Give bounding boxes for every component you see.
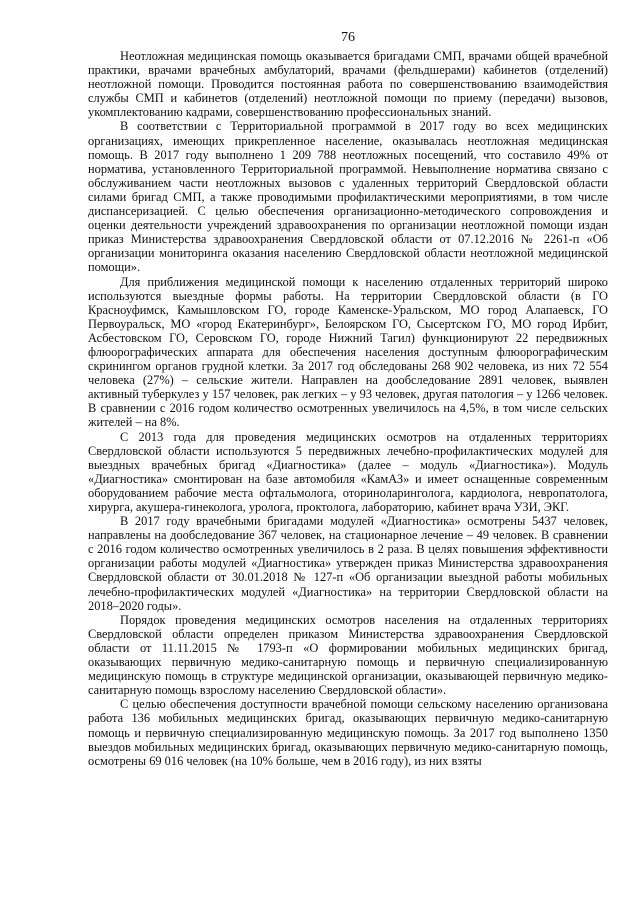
- paragraph-diagnostika-results: В 2017 году врачебными бригадами модулей «Диагностика» осмотрены 5437 человек, направлены на дообследование 367 человек, на стационарное лечение – 49 человек. В сравнении с 2016 годом количество осмотренных увеличилось в 2 раза. В целях повышения эффективности организации работы модулей «Диагностика» утвержден приказ Министерства здравоохранения Свердловской области от 30.01.2018 № 127-п «Об организации выездной работы мобильных лечебно-профилактических модулей «Диагностика» на территории Свердловской области на 2018–2020 годы».: [88, 514, 608, 613]
- paragraph-fluorography: Для приближения медицинской помощи к населению отдаленных территорий широко используются выездные формы работы. На территории Свердловской области (в ГО Красноуфимск, Камышловском ГО, городе Каменске-Уральском, МО город Алапаевск, ГО Первоуральск, МО «город Екатеринбург», Белоярском ГО, Сысертском ГО, МО город Ирбит, Асбестовском ГО, Серовском ГО, городе Нижний Тагил) функционируют 22 передвижных флюорографических аппарата для обеспечения населения доступным флюорографическим скринингом органов грудной клетки. За 2017 год обследованы 268 902 человека, из них 72 554 человека (27%) – сельские жители. Направлен на дообследование 2891 человек, выявлен активный туберкулез у 157 человек, рак легких – у 93 человек, другая патология – у 1266 человек. В сравнении с 2016 годом количество осмотренных увеличилось на 4,5%, в том числе сельских жителей – на 8%.: [88, 274, 608, 430]
- paragraph-urgent-care-teams: Неотложная медицинская помощь оказывается бригадами СМП, врачами общей врачебной практики, врачами врачебных амбулаторий, врачами (фельдшерами) кабинетов (отделений) неотложной помощи. Проводится постоянная работа по совершенствованию взаимодействия службы СМП и кабинетов (отделений) неотложной помощи по приему (передачи) вызовов, укомплектованию кадрами, совершенствованию профессиональных знаний.: [88, 49, 608, 120]
- paragraph-exam-procedure: Порядок проведения медицинских осмотров населения на отдаленных территориях Свердловской области определен приказом Министерства здравоохранения Свердловской области от 11.11.2015 № 1793-п «О формировании мобильных медицинских бригад, оказывающих первичную медико-санитарную помощь и первичную специализированную медицинскую помощь в структуре медицинской организации, оказывающей первичную медико-санитарную помощь взрослому населению Свердловской области».: [88, 612, 608, 698]
- paragraph-diagnostika-modules: С 2013 года для проведения медицинских осмотров на отдаленных территориях Свердловской области используются 5 передвижных лечебно-профилактических модулей для выездных врачебных бригад «Диагностика» (далее – модуль «Диагностика»). Модуль «Диагностика» смонтирован на базе автомобиля «КамАЗ» и имеет оснащенные современным оборудованием рабочие места офтальмолога, оториноларинголога, кардиолога, невропатолога, хирурга, акушера-гинеколога, уролога, проктолога, лабораторию, кабинет врача УЗИ, ЭКГ.: [88, 429, 608, 514]
- document-page: [88, 30, 608, 768]
- paragraph-mobile-teams: С целью обеспечения доступности врачебной помощи сельскому населению организована работа 136 мобильных медицинских бригад, оказывающих первичную медико-санитарную помощь и первичную специализированную медицинскую помощь. За 2017 год выполнено 1350 выездов мобильных медицинских бригад, оказывающих первичную медико-санитарную помощь, осмотрены 69 016 человек (на 10% больше, чем в 2016 году), из них взяты: [88, 697, 608, 768]
- page-number: 76: [341, 30, 355, 45]
- paragraph-territorial-program: В соответствии с Территориальной программой в 2017 году во всех медицинских организациях, имеющих прикрепленное население, оказывалась неотложная медицинская помощь. В 2017 году выполнено 1 209 788 неотложных посещений, что составило 49% от норматива, установленного Территориальной программой. Невыполнение норматива связано с обслуживанием части неотложных вызовов с удаленных территорий Свердловской области силами бригад СМП, а также проводимыми профилактическими мероприятиями, в том числе диспансеризацией. С целью обеспечения организационно-методического сопровождения и оценки деятельности учреждений здравоохранения по организации неотложной помощи издан приказ Министерства здравоохранения Свердловской области от 07.12.2016 № 2261-п «Об организации мониторинга оказания населению Свердловской области неотложной медицинской помощи».: [88, 119, 608, 275]
